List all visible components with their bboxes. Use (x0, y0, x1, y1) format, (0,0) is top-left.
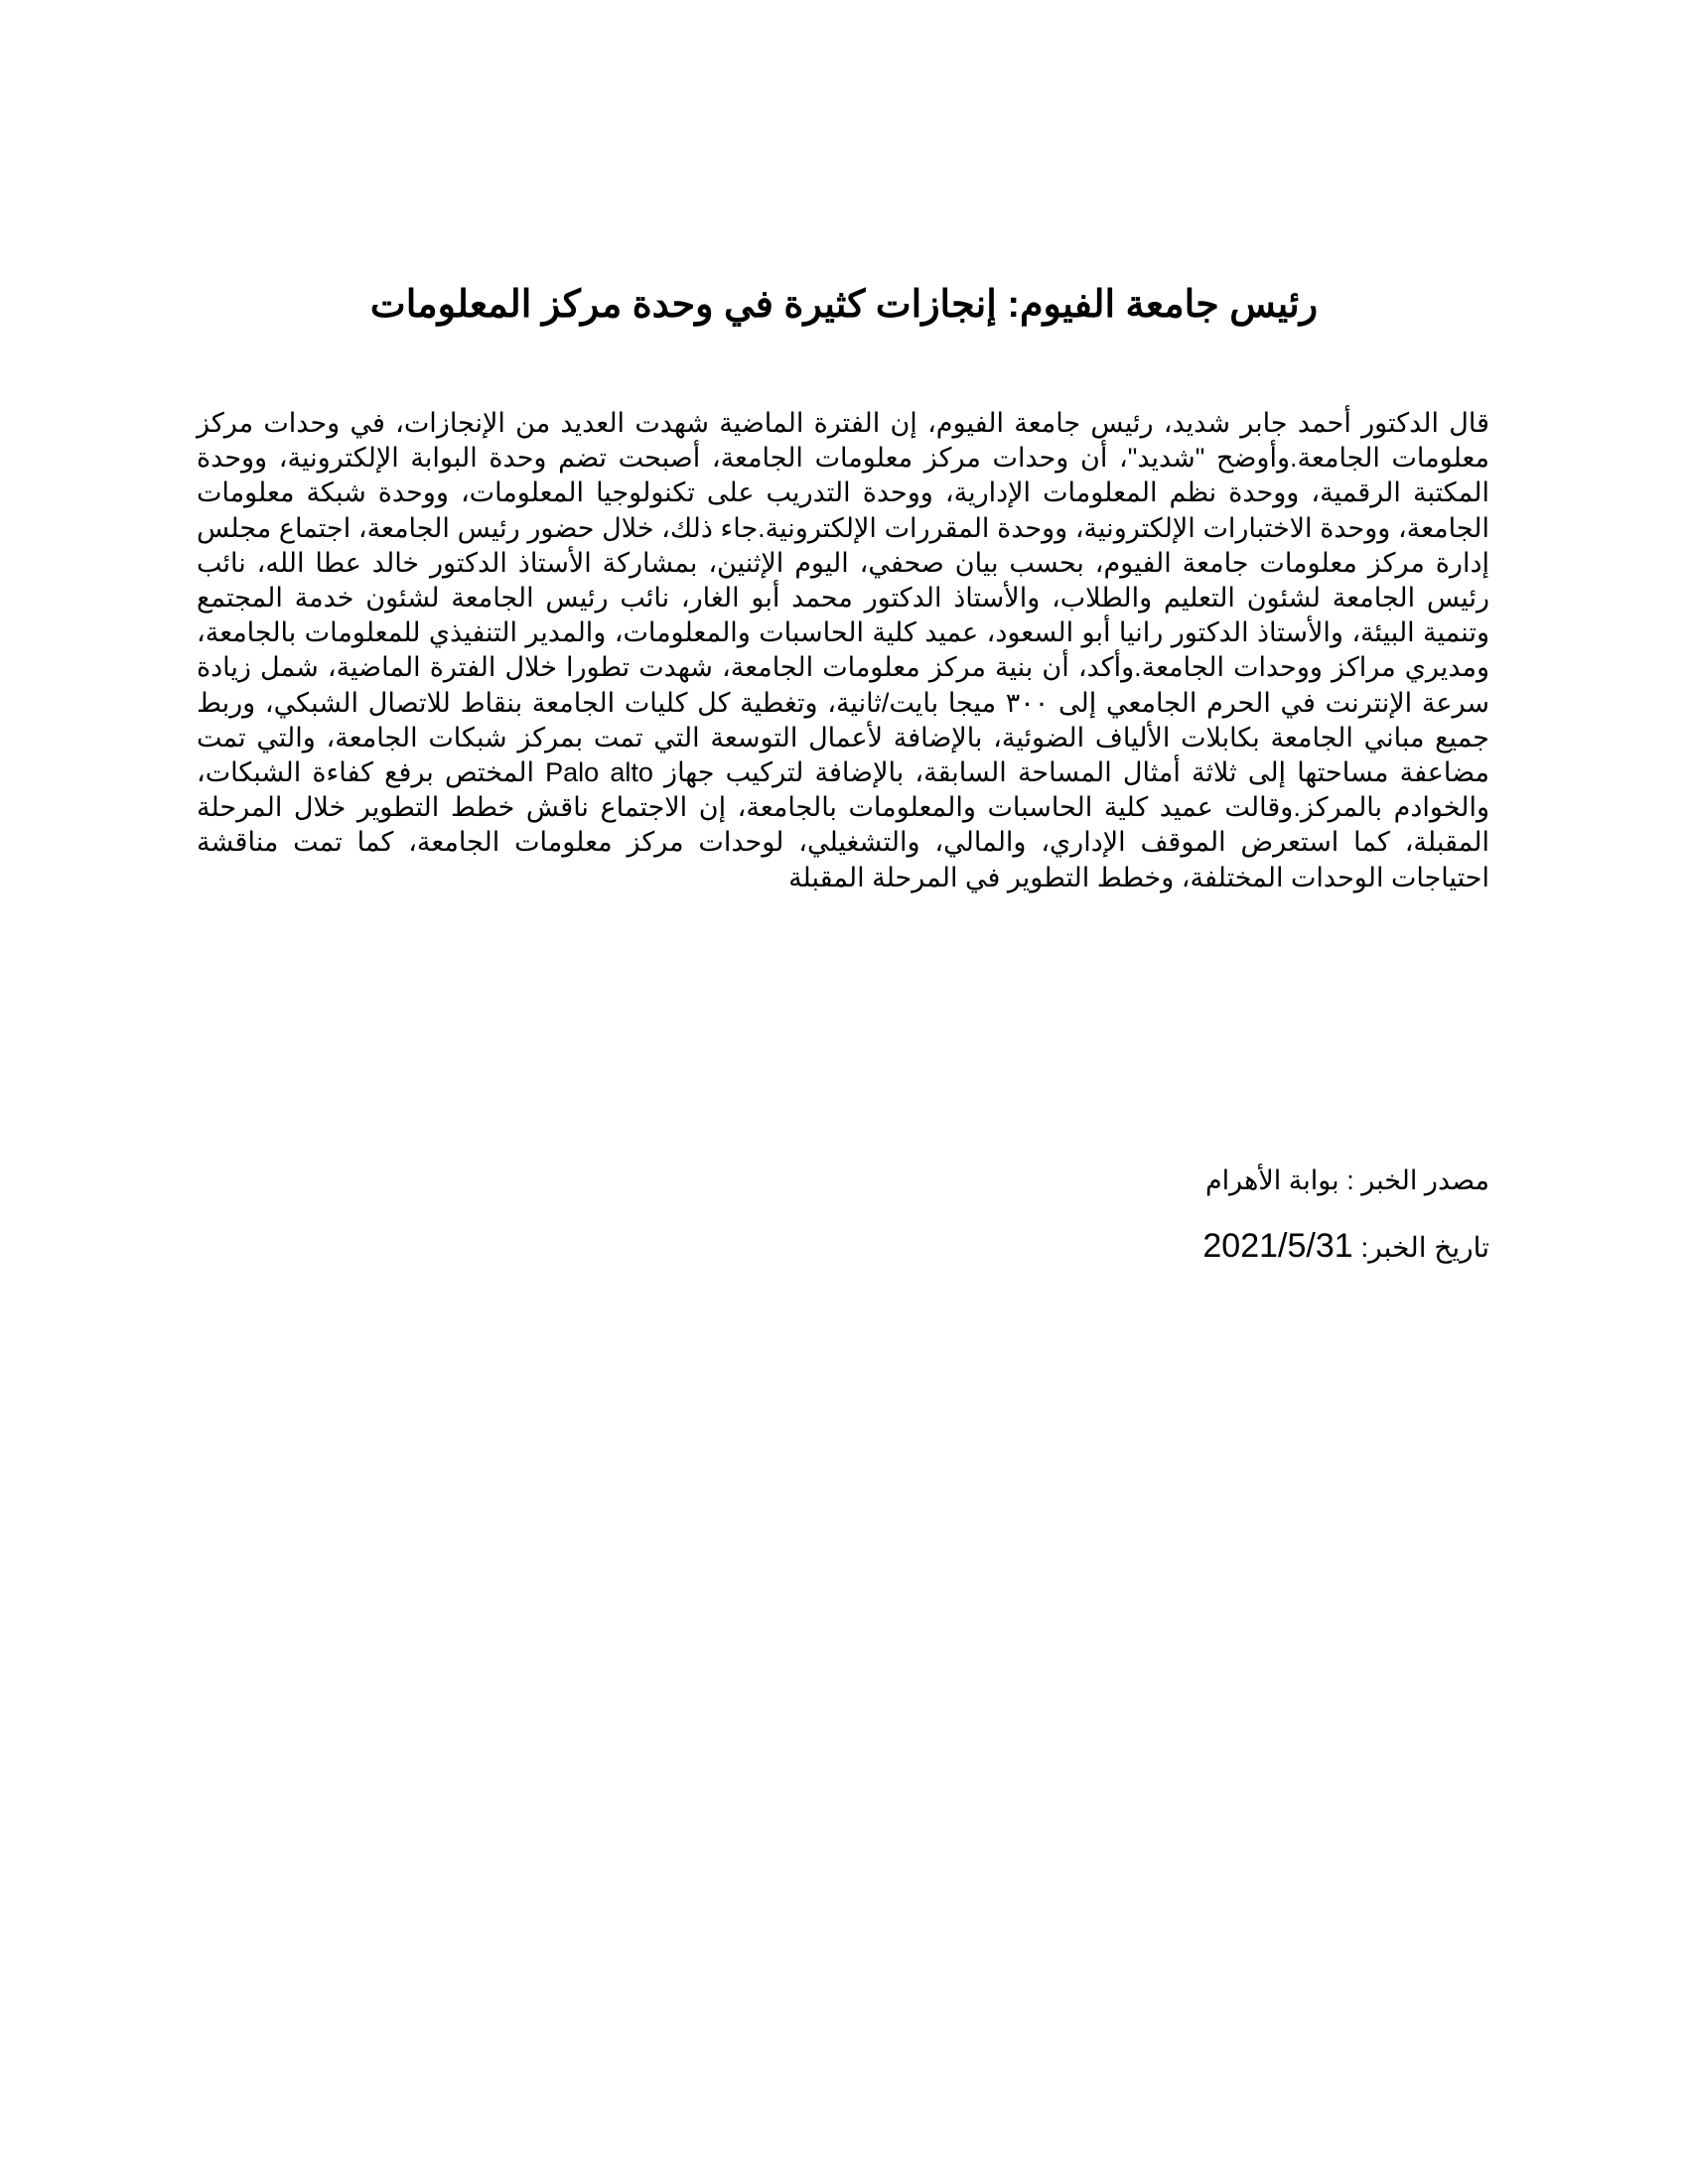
news-date-line (197, 1229, 1489, 1265)
news-source-line (197, 1163, 1489, 1198)
news-date-label: تاريخ الخبر: (1360, 1232, 1489, 1263)
article-title: رئيس جامعة الفيوم: إنجازات كثيرة في وحدة مركز المعلومات (369, 284, 1319, 326)
news-date-value: 2021/5/31 (1202, 1227, 1353, 1265)
article-body: قال الدكتور أحمد جابر شديد، رئيس جامعة الفيوم، إن الفترة الماضية شهدت العديد من الإنجازات، في وحدات مركز معلومات الجامعة.وأوضح "شديد"، أن وحدات مركز معلومات الجامعة، أصبحت تضم وحدة البوابة الإلكترونية، ووحدة المكتبة الرقمية، ووحدة نظم المعلومات الإدارية، ووحدة التدريب على تكنولوجيا المعلومات، ووحدة شبكة معلومات الجامعة، ووحدة الاختبارات الإلكترونية، ووحدة المقررات الإلكترونية.جاء ذلك، خلال حضور رئيس الجامعة، اجتماع مجلس إدارة مركز معلومات جامعة الفيوم، بحسب بيان صحفي، اليوم الإثنين، بمشاركة الأستاذ الدكتور خالد عطا الله، نائب رئيس الجامعة لشئون التعليم والطلاب، والأستاذ الدكتور محمد أبو الغار، نائب رئيس الجامعة لشئون خدمة المجتمع وتنمية البيئة، والأستاذ الدكتور رانيا أبو السعود، عميد كلية الحاسبات والمعلومات، والمدير التنفيذي للمعلومات بالجامعة، ومديري مراكز ووحدات الجامعة.وأكد، أن بنية مركز معلومات الجامعة، شهدت تطورا خلال الفترة الماضية، شمل زيادة سرعة الإنترنت في الحرم الجامعي إلى ٣٠٠ ميجا بايت/ثانية، وتغطية كل كليات الجامعة بنقاط للاتصال الشبكي، وربط جميع مباني الجامعة بكابلات الألياف الضوئية، بالإضافة لأعمال التوسعة التي تمت بمركز شبكات الجامعة، والتي تمت مضاعفة مساحتها إلى ثلاثة أمثال المساحة السابقة، بالإضافة لتركيب جهاز Palo alto المختص برفع كفاءة الشبكات، والخوادم بالمركز.وقالت عميد كلية الحاسبات والمعلومات بالجامعة، إن الاجتماع ناقش خطط التطوير خلال المرحلة المقبلة، كما استعرض الموقف الإداري، والمالي، والتشغيلي، لوحدات مركز معلومات الجامعة، كما تمت مناقشة احتياجات الوحدات المختلفة، وخطط التطوير في المرحلة المقبلة (197, 408, 1489, 892)
news-source-value: بوابة الأهرام (1204, 1165, 1339, 1195)
news-source-label: مصدر الخبر : (1346, 1165, 1489, 1195)
